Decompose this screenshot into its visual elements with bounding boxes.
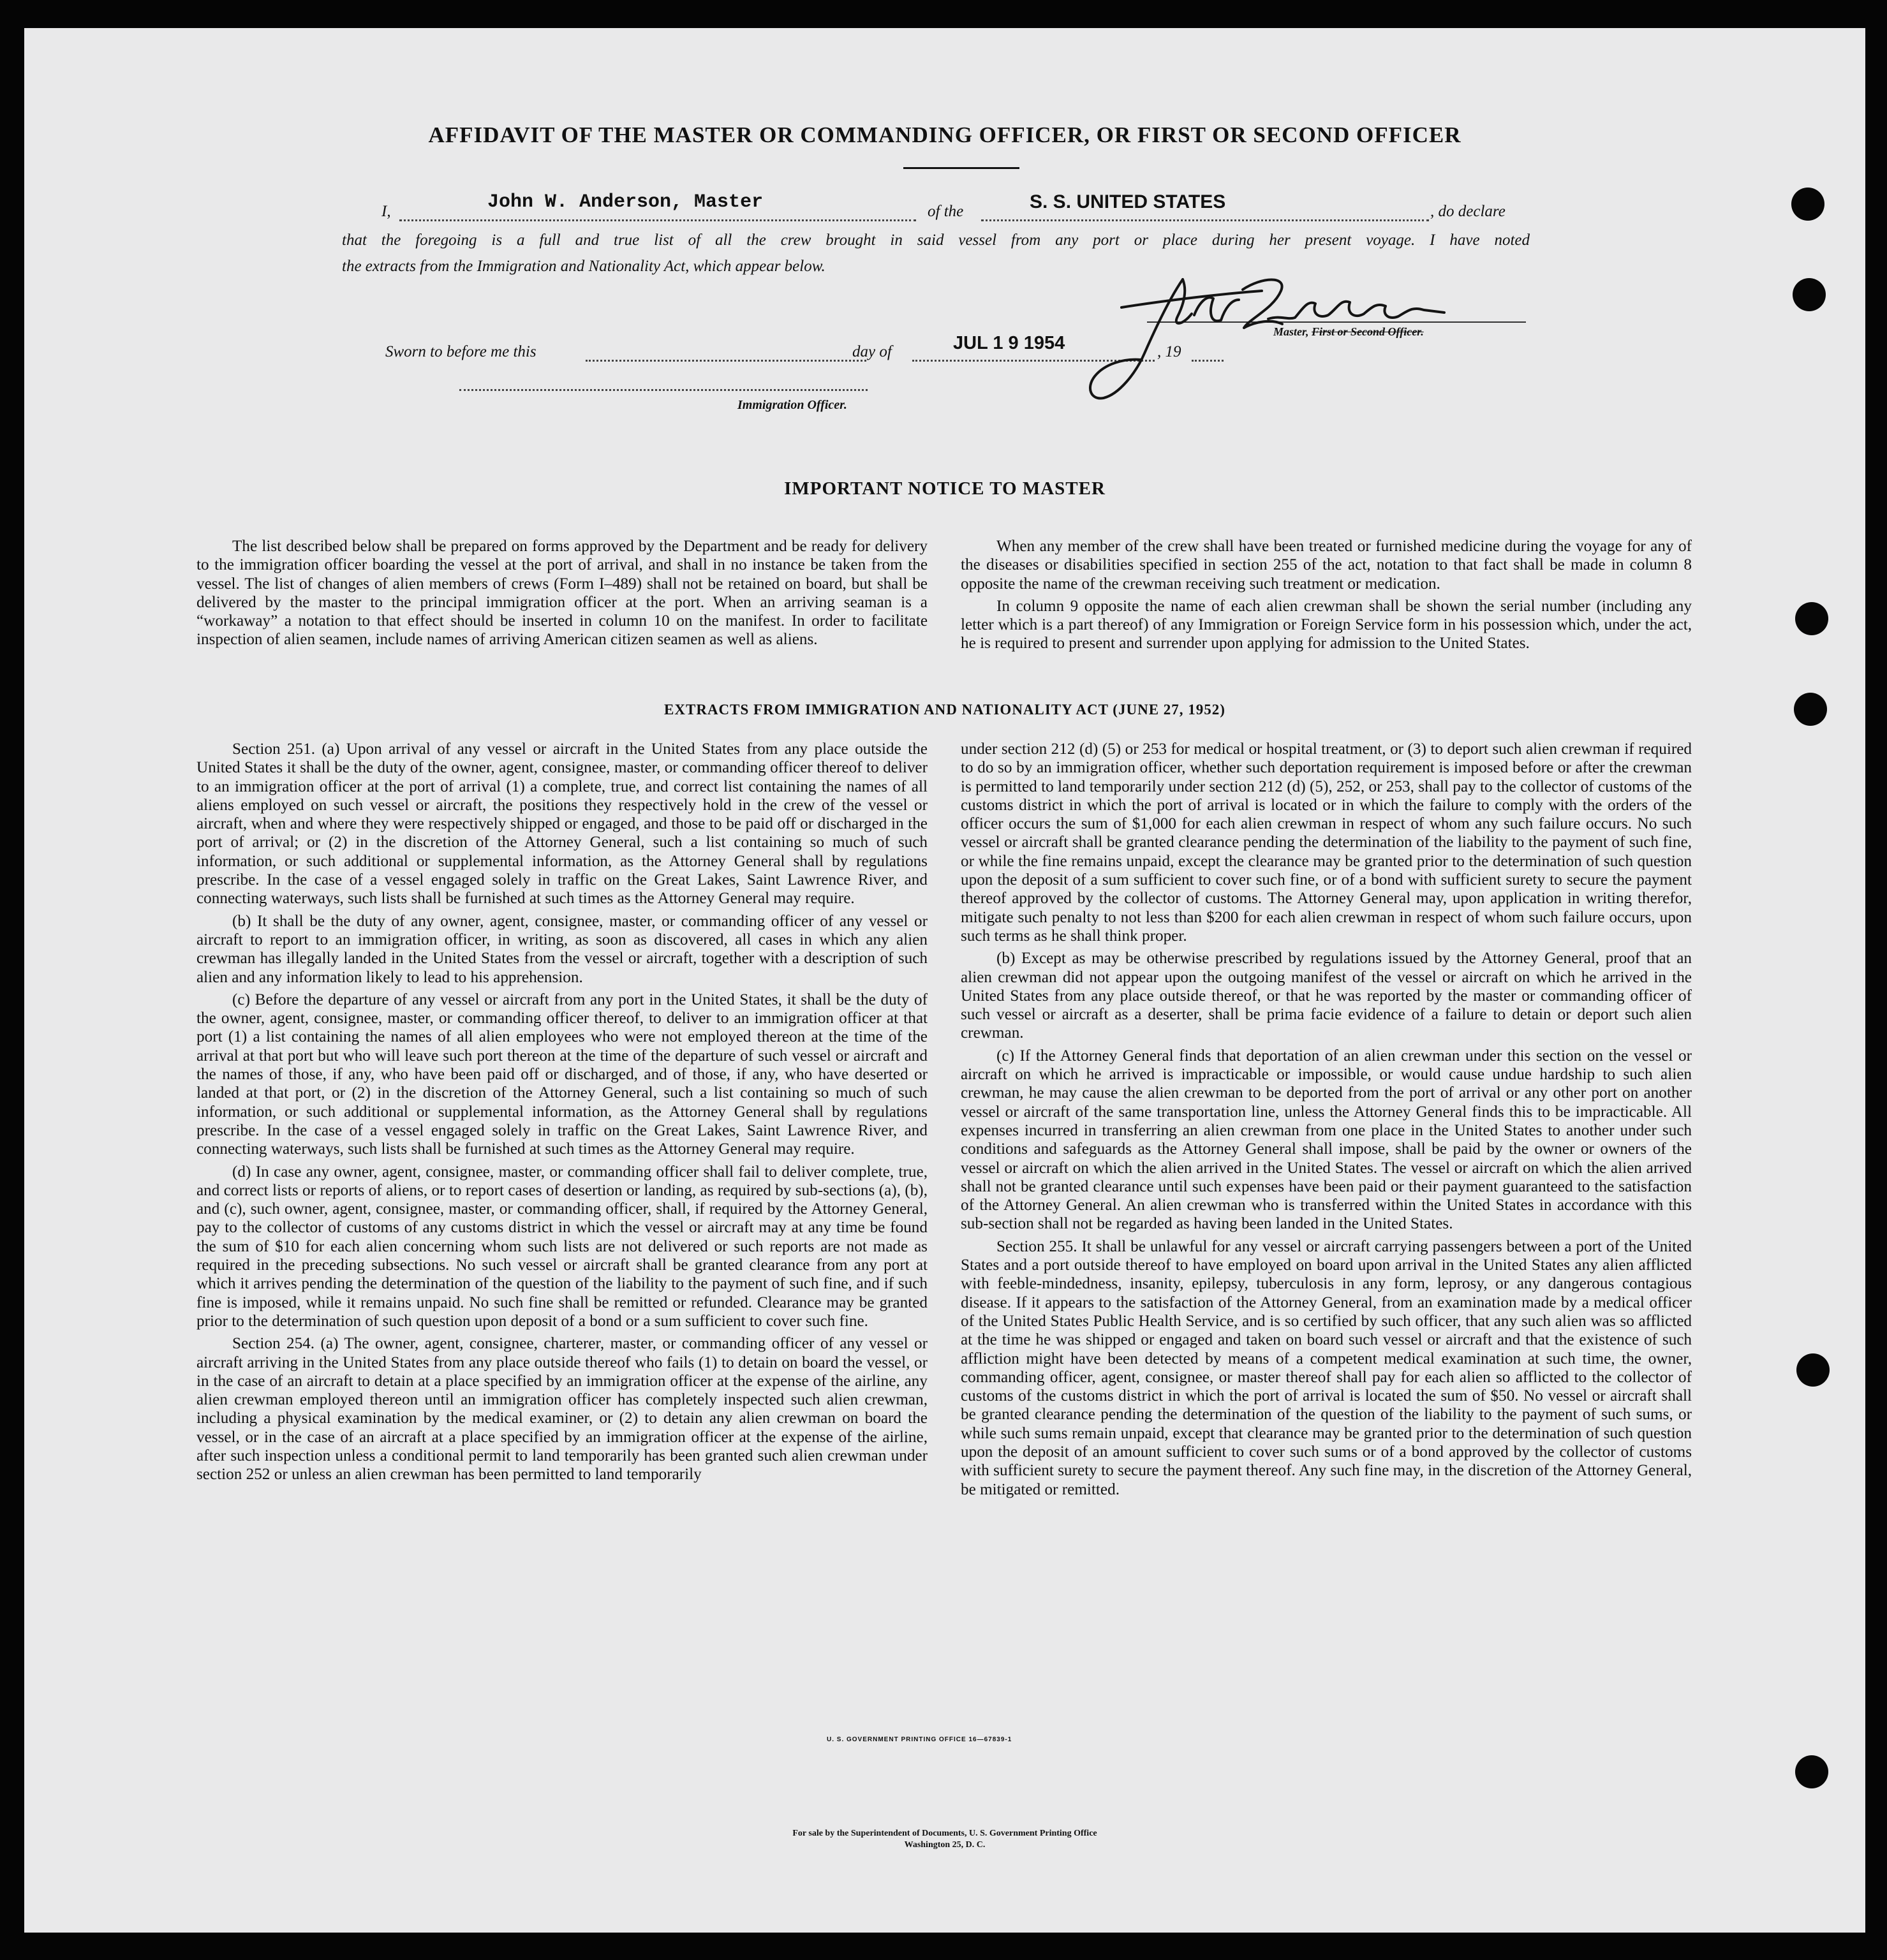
extract-paragraph: Section 251. (a) Upon arrival of any vessel or aircraft in the United States from any place outside the United States it shall be the duty of the owner, agent, consignee, master, or commanding officer thereof to deliver to an immigration officer at the port of arrival (1) a complete, true, and correct list containing the names of all aliens employed on such vessel or aircraft, the positions they respectively hold in the crew of the vessel or aircraft, when and where they were respectively shipped or engaged, and those to be paid off or discharged in the port of arrival; or (2) in the discretion of the Attorney General, such a list containing so much of such information, or such additional or supplemental information, as the Attorney General shall by regulations prescribe. In the case of a vessel engaged solely in traffic on the Great Lakes, Saint Lawrence River, and connecting waterways, such lists shall be furnished at such times as the Attorney General may require.	[196, 741, 928, 908]
declarant-field-line	[399, 219, 916, 221]
master-signature	[1058, 258, 1466, 404]
declarant-name: John W. Anderson, Master	[487, 191, 764, 213]
sworn-day-line	[586, 360, 866, 362]
extract-paragraph: under section 212 (d) (5) or 253 for medical or hospital treatment, or (3) to deport such alien crewman if required to do so by an immigration officer, whether such deportation requirement is imposed before or after the crewman is permitted to land temporarily under section 212 (d) (5), 252, or 253, shall pay to the collector of customs of the customs district in which the port of arrival is located or in which the failure to comply with the orders of the officer occurs the sum of $1,000 for each alien crewman in respect of whom any such failure occurs. No such vessel or aircraft shall be granted clearance pending the determination of the liability to the payment of such fine, or while the fine remains unpaid, except the clearance may be granted prior to the determination of such question upon the deposit of a sum sufficient to cover such fine, or of a bond with sufficient surety to secure the payment thereof approved by the collector of customs. The Attorney General may, upon application in writing therefor, mitigate such penalty to not less than $200 for each alien crewman in respect of whom such failure occurs, upon such terms as he shall think proper.	[961, 741, 1692, 945]
sale-notice	[24, 1828, 1865, 1851]
sale-line: For sale by the Superintendent of Documents, U. S. Government Printing Office	[792, 1829, 1097, 1838]
day-of-label: day of	[852, 343, 892, 360]
master-label-prefix: Master,	[1273, 325, 1309, 338]
printing-office-line: U. S. GOVERNMENT PRINTING OFFICE 16—67839-1	[827, 1736, 1012, 1743]
extract-paragraph: (b) It shall be the duty of any owner, agent, consignee, master, or commanding officer of any vessel or aircraft to report to an immigration officer, in writing, as soon as discovered, all cases in which any alien crewman has illegally landed in the United States from the vessel or aircraft, together with a description of such alien and any information likely to lead to his apprehension.	[196, 912, 928, 986]
extract-paragraph: (c) If the Attorney General finds that deportation of an alien crewman under this section on the vessel or aircraft on which he arrived is impracticable or impossible, or would cause undue hardship to such alien crewman, he may cause the alien crewman to be deported from the port of arrival or any other port on another vessel or aircraft of the same transportation line, unless the Attorney General finds this to be impracticable. All expenses incurred in transferring an alien crewman from one place in the United States to another under such conditions and safeguards as the Attorney General shall impose, shall be paid by the owner or owners of the vessel or aircraft on which the alien arrived in the United States. The vessel or aircraft on which the alien arrived shall not be granted clearance until such expenses have been paid or their payment guaranteed to the satisfaction of the Attorney General. An alien crewman who is transferred within the United States in accordance with this sub-section shall not be regarded as having been landed in the United States.	[961, 1047, 1692, 1233]
binder-hole	[1795, 1755, 1828, 1788]
extracts-left-column	[196, 740, 928, 1484]
vessel-name: S. S. UNITED STATES	[1030, 191, 1226, 212]
vessel-field-line	[981, 219, 1429, 221]
binder-hole	[1791, 188, 1824, 221]
form-title: AFFIDAVIT OF THE MASTER OR COMMANDING OFFICER, OR FIRST OR SECOND OFFICER	[428, 122, 1462, 147]
extracts-right-column	[961, 740, 1692, 1499]
extract-paragraph: (d) In case any owner, agent, consignee, master, or commanding officer shall fail to deliver complete, true, and correct lists or reports of aliens, or to report cases of desertion or landing, as required by sub-sections (a), (b), and (c), such owner, agent, consignee, master, or commanding officer, shall, if required by the Attorney General, pay to the collector of customs of any customs district in which the vessel or aircraft may at any time be found the sum of $10 for each alien concerning whom such lists are not delivered or such reports are not made as required in the preceding subsections. No such vessel or aircraft shall be granted clearance from any port at which it arrives pending the determination of the question of the liability to the payment of such fine, and if such fine is imposed, while it remains unpaid. No such fine shall be remitted or refunded. Clearance may be granted prior to the determination of such question upon deposit of a bond or a sum sufficient to cover such fine.	[196, 1163, 928, 1330]
binder-hole	[1796, 1353, 1830, 1387]
binder-hole	[1793, 278, 1826, 311]
declaration-line: the extracts from the Immigration and Nationality Act, which appear below.	[342, 258, 825, 275]
label-of-the: of the	[928, 203, 964, 220]
immigration-officer-line	[459, 389, 868, 391]
extract-paragraph: Section 255. It shall be unlawful for any vessel or aircraft carrying passengers between a port of the United States and a port outside thereof to have employed on board upon arrival in the United States any alien afflicted with feeble-mindedness, insanity, epilepsy, tuberculosis in any form, leprosy, or any dangerous contagious disease. If it appears to the satisfaction of the Attorney General, from an examination made by a medical officer of the United States Public Health Service, and is so certified by such officer, that any such alien was so afflicted at the time he was shipped or engaged and taken on board such vessel or aircraft and that the existence of such affliction might have been detected by means of a competent medical examination at such time, the owner, commanding officer, agent, consignee, or master thereof shall pay for each alien so afflicted to the collector of customs of the customs district in which the port of arrival is located the sum of $50. No vessel or aircraft shall be granted clearance pending the determination of the question of the liability to the payment of such sums, or while such sums remain unpaid, except that clearance may be granted prior to the determination of such question upon the deposit of an amount sufficient to cover such sums or of a bond approved by the collector of customs with sufficient surety to secure the payment thereof. Any such fine may, in the discretion of the Attorney General, be mitigated or remitted.	[961, 1237, 1692, 1498]
binder-hole	[1795, 602, 1828, 635]
extract-paragraph: (b) Except as may be otherwise prescribed by regulations issued by the Attorney General, proof that an alien crewman did not appear upon the outgoing manifest of the vessel or aircraft on which he arrived in the United States from any place outside thereof, or that he was reported by the master or commanding officer of such vessel or aircraft as a deserter, shall be prima facie evidence of a failure to detain or deport such alien crewman.	[961, 950, 1692, 1042]
year-label: , 19	[1157, 343, 1181, 360]
notice-heading: IMPORTANT NOTICE TO MASTER	[784, 478, 1106, 499]
title-rule	[903, 167, 1019, 169]
document-page	[24, 28, 1865, 1933]
extract-paragraph: (c) Before the departure of any vessel or aircraft from any port in the United States, it shall be the duty of the owner, agent, consignee, master, or commanding officer thereof, to deliver to an immigration officer at that port (1) a list containing the names of all alien employees who were not employed thereon at the time of the arrival at that port but who will leave such port thereon at the time of the departure of such vessel or aircraft and the names of those, if any, who have been paid off or discharged, and of those, if any, who have deserted or landed at that port, or (2) in the discretion of the Attorney General, such a list containing so much of such information, or such additional or supplemental information, as the Attorney General shall by regulations prescribe. In the case of a vessel engaged solely in traffic on the Great Lakes, Saint Lawrence River, and connecting waterways, such lists shall be furnished at such times as the Attorney General may require.	[196, 991, 928, 1158]
extract-paragraph: Section 254. (a) The owner, agent, consignee, charterer, master, or commanding officer of any vessel or aircraft arriving in the United States from any place outside thereof who fails (1) to detain on board the vessel, or in the case of an aircraft to detain at a place specified by an immigration officer at the expense of the airline, any alien crewman employed thereon until an immigration officer has completely inspected such alien crewman, including a physical examination by the medical examiner, or (2) to detain any alien crewman on board the vessel, or in the case of an aircraft at a place specified by an immigration officer at the expense of the airline, after such inspection unless a conditional permit to land temporarily has been granted such alien crewman under section 252 or unless an alien crewman has been permitted to land temporarily	[196, 1335, 928, 1484]
notice-left-column	[196, 537, 928, 649]
extracts-heading: EXTRACTS FROM IMMIGRATION AND NATIONALITY ACT (JUNE 27, 1952)	[664, 702, 1225, 718]
label-do-declare: , do declare	[1430, 203, 1506, 220]
immigration-officer-label: Immigration Officer.	[737, 398, 847, 412]
notice-paragraph: In column 9 opposite the name of each alien crewman shall be shown the serial number (including any letter which is a part thereof) of any Immigration or Foreign Service form in his possession which, under the act, he is required to present and surrender upon applying for admission to the United States.	[961, 597, 1692, 652]
sale-line: Washington 25, D. C.	[904, 1840, 986, 1850]
declaration-line: that the foregoing is a full and true list of all the crew brought in said vessel from any port or place during her present voyage. I have noted	[342, 232, 1530, 249]
master-label-struck: First or Second Officer.	[1312, 325, 1424, 338]
notice-paragraph: When any member of the crew shall have been treated or furnished medicine during the voyage for any of the diseases or disabilities specified in section 255 of the act, notation to that fact shall be made in column 8 opposite the name of the crewman receiving such treatment or medication.	[961, 538, 1692, 593]
label-i: I,	[381, 203, 391, 220]
notice-right-column	[961, 537, 1692, 653]
notice-paragraph: The list described below shall be prepared on forms approved by the Department and be ready for delivery to the immigration officer boarding the vessel at the port of arrival, and shall in no instance be taken from the vessel. The list of changes of alien members of crews (Form I–489) shall not be retained on board, but shall be delivered by the master to the principal immigration officer at the port. When an arriving seaman is a “workaway” a notation to that effect should be inserted in column 10 on the manifest. In order to facilitate inspection of alien seamen, include names of arriving American citizen seamen as well as aliens.	[196, 538, 928, 649]
date-stamp: JUL 1 9 1954	[953, 333, 1065, 353]
sworn-label: Sworn to before me this	[385, 343, 536, 360]
